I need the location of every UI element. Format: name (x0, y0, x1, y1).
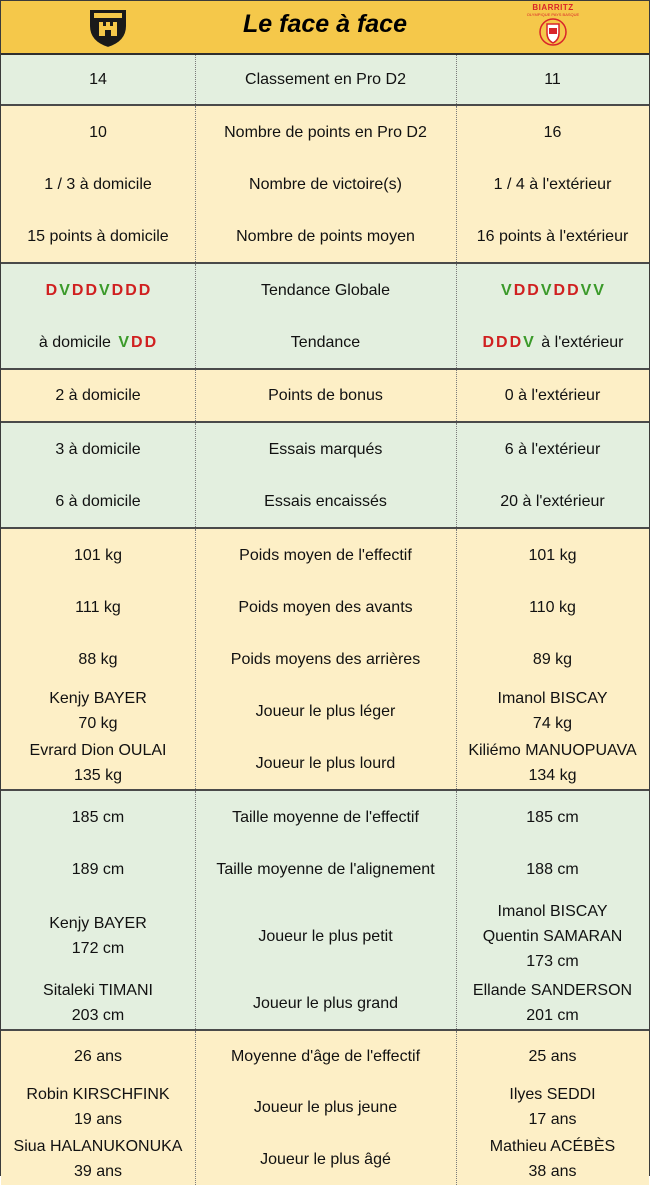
table-row (1, 370, 649, 421)
table-row (1, 423, 649, 475)
result-loss: D (125, 281, 137, 299)
right-value: Imanol BISCAY Quentin SAMARAN 173 cm (482, 902, 623, 970)
result-win: V (99, 281, 110, 299)
result-win: V (593, 281, 604, 299)
table-row (1, 581, 649, 633)
row-label: Tendance Globale (261, 281, 390, 299)
result-loss: D (482, 333, 495, 351)
table-row (1, 1031, 649, 1081)
result-loss: D (45, 281, 58, 299)
result-loss: D (71, 281, 84, 299)
table-row (1, 475, 649, 527)
right-value: 188 cm (526, 860, 579, 878)
row-label: Nombre de points en Pro D2 (224, 123, 427, 141)
result-loss: D (553, 281, 566, 299)
table-row (1, 316, 649, 368)
group-taille (1, 791, 649, 1031)
row-label: Taille moyenne de l'alignement (216, 860, 435, 878)
left-value: Kenjy BAYER 172 cm (49, 915, 147, 957)
right-value: Mathieu ACÉBÈS 38 ans (489, 1138, 616, 1180)
table-row (1, 529, 649, 581)
group-poids (1, 529, 649, 791)
right-value: 20 à l'extérieur (500, 492, 605, 510)
right-value: 0 à l'extérieur (504, 387, 601, 404)
row-label: Joueur le plus petit (258, 927, 393, 945)
table-row (1, 1133, 649, 1185)
row-label: Classement en Pro D2 (245, 71, 406, 88)
result-loss: D (567, 281, 579, 299)
row-label: Poids moyen des avants (238, 598, 413, 616)
group-points (1, 106, 649, 264)
left-value: 101 kg (73, 546, 123, 564)
right-value: 16 points à l'extérieur (476, 227, 629, 245)
row-label: Joueur le plus lourd (255, 754, 396, 772)
group-bonus (1, 370, 649, 423)
row-label: Essais marqués (268, 440, 383, 458)
left-value: 10 (89, 123, 107, 141)
left-value: 185 cm (71, 808, 125, 826)
table-row (1, 977, 649, 1029)
result-loss: D (509, 333, 522, 351)
group-tendance (1, 264, 649, 370)
row-label: Joueur le plus léger (255, 702, 396, 720)
left-value: Siua HALANUKONUKA 39 ans (13, 1138, 183, 1180)
table-row (1, 210, 649, 262)
right-value: 6 à l'extérieur (504, 440, 601, 458)
result-loss: D (513, 281, 526, 299)
result-loss: D (85, 281, 97, 299)
right-value: 11 (544, 71, 561, 88)
right-form: D D D V à l'extérieur (482, 333, 624, 351)
result-loss: D (144, 333, 157, 351)
row-label: Joueur le plus jeune (253, 1098, 398, 1116)
row-label: Poids moyens des arrières (230, 650, 421, 668)
row-label: Moyenne d'âge de l'effectif (230, 1047, 421, 1065)
result-win: V (59, 281, 70, 299)
row-label: Poids moyen de l'effectif (239, 546, 412, 564)
table-row (1, 55, 649, 104)
right-value: 185 cm (526, 808, 579, 826)
group-essais (1, 423, 649, 529)
comparison-table (1, 55, 649, 1185)
right-value: 16 (543, 123, 562, 141)
left-value: 3 à domicile (55, 440, 141, 458)
result-loss: D (138, 281, 151, 299)
result-win: V (523, 333, 534, 351)
row-label: Essais encaissés (264, 492, 387, 510)
row-label: Joueur le plus âgé (260, 1150, 391, 1168)
left-value: 2 à domicile (55, 387, 141, 404)
row-label: Points de bonus (268, 387, 383, 404)
left-value: 6 à domicile (55, 492, 141, 510)
left-value: Sitaleki TIMANI 203 cm (43, 982, 153, 1024)
left-value: Kenjy BAYER 70 kg (49, 690, 147, 732)
biarritz-olympique-logo: BIARRITZ OLYMPIQUE PAYS BASQUE (521, 3, 585, 51)
right-form (456, 264, 649, 316)
right-value: 1 / 4 à l'extérieur (493, 175, 612, 193)
table-row (1, 264, 649, 316)
right-value: 25 ans (528, 1047, 577, 1065)
left-form: à domicile V D D (38, 333, 157, 351)
right-value: Ilyes SEDDI 17 ans (509, 1086, 596, 1128)
result-loss: D (496, 333, 508, 351)
table-row (1, 685, 649, 737)
result-win: V (118, 333, 130, 351)
result-loss: D (131, 333, 143, 351)
left-value: 88 kg (78, 650, 118, 668)
result-win: V (580, 281, 592, 299)
left-value: Robin KIRSCHFINK 19 ans (26, 1086, 170, 1128)
table-row (1, 158, 649, 210)
right-value: 101 kg (528, 546, 577, 564)
result-win: V (501, 281, 512, 299)
table-row (1, 633, 649, 685)
result-loss: D (111, 281, 124, 299)
table-row (1, 1081, 649, 1133)
row-label: Nombre de victoire(s) (249, 175, 402, 193)
left-value: 1 / 3 à domicile (44, 175, 152, 193)
left-value: 14 (89, 71, 107, 88)
row-label: Tendance (290, 333, 361, 351)
left-value: 26 ans (73, 1047, 123, 1065)
group-age (1, 1031, 649, 1185)
table-row (1, 737, 649, 789)
row-label: Nombre de points moyen (236, 227, 415, 245)
table-row (1, 106, 649, 158)
left-value: Evrard Dion OULAI 135 kg (29, 742, 167, 784)
result-loss: D (527, 281, 539, 299)
right-value: Kiliémo MANUOPUAVA 134 kg (468, 742, 637, 784)
header-bar (1, 1, 649, 55)
right-value: 89 kg (532, 650, 573, 668)
right-value: 110 kg (529, 598, 576, 616)
left-form (1, 264, 195, 316)
left-value: 111 kg (75, 598, 121, 616)
left-value: 189 cm (71, 860, 125, 878)
result-win: V (540, 281, 552, 299)
right-value: Imanol BISCAY 74 kg (497, 690, 608, 732)
row-label: Taille moyenne de l'effectif (232, 808, 419, 826)
table-row (1, 843, 649, 895)
group-classement (1, 55, 649, 106)
left-value: 15 points à domicile (27, 227, 169, 245)
page-title: Le face à face (243, 10, 407, 38)
table-row (1, 895, 649, 977)
row-label: Joueur le plus grand (253, 994, 398, 1012)
table-row (1, 791, 649, 843)
right-value: Ellande SANDERSON 201 cm (472, 982, 633, 1024)
